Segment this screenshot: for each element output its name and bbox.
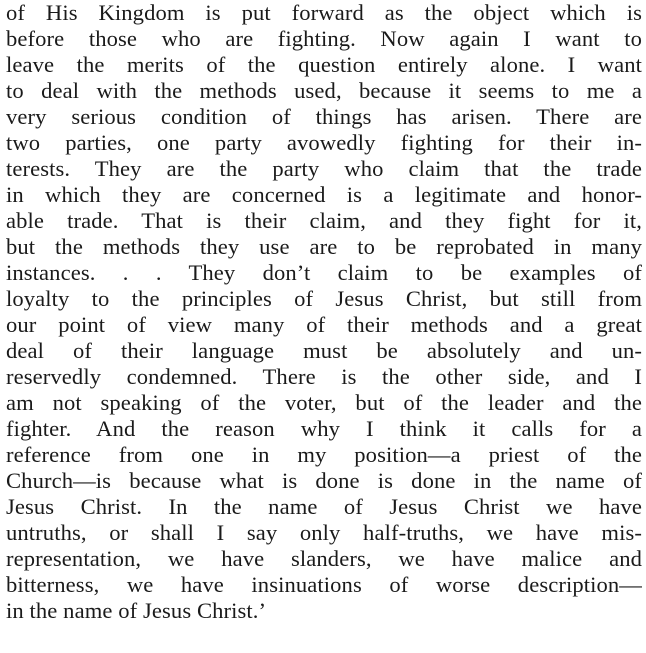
text-line-15: reservedly condemned. There is the other side, and I (6, 364, 642, 389)
text-line-20: Jesus Christ. In the name of Jesus Christ we have (6, 494, 642, 519)
text-line-5: very serious condition of things has arisen. There are (6, 104, 642, 129)
text-line-17: fighter. And the reason why I think it calls for a (6, 416, 642, 441)
text-line-9: able trade. That is their claim, and they fight for it, (6, 208, 642, 233)
text-line-6: two parties, one party avowedly fighting for their in- (6, 130, 642, 155)
text-line-4: to deal with the methods used, because it seems to me a (6, 78, 642, 103)
text-line-10: but the methods they use are to be reprobated in many (6, 234, 642, 259)
text-line-7: terests. They are the party who claim that the trade (6, 156, 642, 181)
text-line-12: loyalty to the principles of Jesus Christ, but still from (6, 286, 642, 311)
text-line-13: our point of view many of their methods and a great (6, 312, 642, 337)
text-line-3: leave the merits of the question entirely alone. I want (6, 52, 642, 77)
text-line-21: untruths, or shall I say only half-truths, we have mis- (6, 520, 642, 545)
document-page (6, 0, 642, 653)
text-line-22: representation, we have slanders, we have malice and (6, 546, 642, 571)
text-line-8: in which they are concerned is a legitimate and honor- (6, 182, 642, 207)
text-line-14: deal of their language must be absolutely and un- (6, 338, 642, 363)
text-line-24: in the name of Jesus Christ.’ (6, 598, 267, 623)
text-line-16: am not speaking of the voter, but of the leader and the (6, 390, 642, 415)
text-line-18: reference from one in my position—a priest of the (6, 442, 642, 467)
text-line-19: Church—is because what is done is done in the name of (6, 468, 642, 493)
text-line-1: of His Kingdom is put forward as the object which is (6, 0, 642, 25)
text-line-11: instances. . . They don’t claim to be examples of (6, 260, 642, 285)
text-line-2: before those who are fighting. Now again I want to (6, 26, 642, 51)
text-line-23: bitterness, we have insinuations of worse description— (6, 572, 642, 597)
